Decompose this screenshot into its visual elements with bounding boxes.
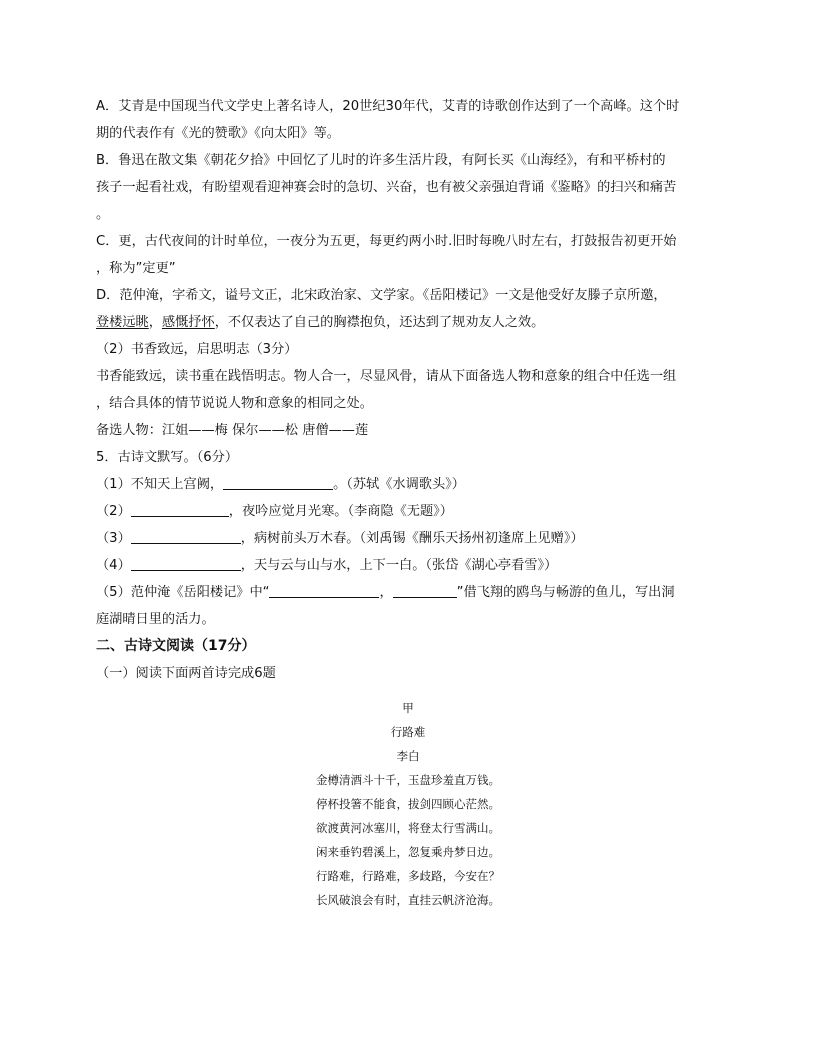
q2-candidates: 备选人物：江姐——梅 保尔——松 唐僧——莲 bbox=[96, 423, 369, 438]
option-b-line-2: 孩子一起看社戏，有盼望观看迎神赛会时的急切、兴奋，也有被父亲强迫背诵《鉴略》的扫兴和痛苦 bbox=[96, 180, 677, 195]
poem-line-4: 闲来垂钓碧溪上，忽复乘舟梦日边。 bbox=[316, 845, 500, 859]
poem-block bbox=[0, 696, 816, 912]
q5-item-5-prefix: （5）范仲淹《岳阳楼记》中“ bbox=[96, 585, 270, 600]
q5-item-1 bbox=[96, 471, 722, 498]
fill-blank[interactable] bbox=[393, 583, 457, 598]
option-d-line-2-rest: ，不仅表达了自己的胸襟抱负，还达到了规劝友人之效。 bbox=[214, 315, 545, 330]
poem-line-6: 长风破浪会有时，直挂云帆济沧海。 bbox=[316, 893, 500, 907]
q2-title: （2）书香致远，启思明志（3分） bbox=[96, 342, 298, 357]
question-content bbox=[96, 93, 722, 687]
q5-item-3 bbox=[96, 525, 722, 552]
q5-item-5-continued: 庭湖晴日里的活力。 bbox=[96, 612, 215, 627]
fill-blank[interactable] bbox=[223, 475, 333, 490]
fill-blank[interactable] bbox=[131, 502, 229, 517]
poem-title: 行路难 bbox=[390, 725, 426, 739]
option-c-line-2: ，称为”定更” bbox=[96, 261, 176, 276]
q5-item-2 bbox=[96, 498, 722, 525]
option-b-line-1: B．鲁迅在散文集《朝花夕拾》中回忆了儿时的许多生活片段，有阿长买《山海经》，有和平桥村的 bbox=[96, 153, 666, 168]
q5-item-5-separator: ， bbox=[379, 585, 393, 600]
q5-item-5 bbox=[96, 579, 722, 606]
q5-item-2-suffix: ，夜吟应觉月光寒。（李商隐《无题》） bbox=[228, 504, 453, 519]
poem-label: 甲 bbox=[402, 701, 414, 715]
option-a-line-2: 期的代表作有《光的赞歌》《向太阳》等。 bbox=[96, 126, 340, 141]
q5-item-1-suffix: 。（苏轼《水调歌头》） bbox=[333, 477, 465, 492]
q5-item-1-prefix: （1）不知天上宫阙， bbox=[96, 477, 224, 492]
poem-line-1: 金樽清酒斗十千，玉盘珍羞直万钱。 bbox=[316, 773, 500, 787]
section-2-subheading: （一）阅读下面两首诗完成6题 bbox=[96, 666, 276, 681]
option-c-line-1: C．更，古代夜间的计时单位，一夜分为五更，每更约两小时.旧时每晚八时左右，打鼓报告初更开始 bbox=[96, 234, 677, 249]
q2-paragraph-1: 书香能致远，读书重在践悟明志。物人合一，尽显风骨，请从下面备选人物和意象的组合中任选一组 bbox=[96, 369, 677, 384]
separator: ， bbox=[148, 315, 162, 330]
poem-author: 李白 bbox=[396, 749, 420, 763]
underlined-phrase-2: 感慨抒怀 bbox=[161, 315, 215, 330]
option-b-line-3: 。 bbox=[96, 207, 110, 222]
fill-blank[interactable] bbox=[269, 583, 379, 598]
option-a-line-1: A．艾青是中国现当代文学史上著名诗人，20世纪30年代，艾青的诗歌创作达到了一个高峰。这个时 bbox=[96, 99, 680, 114]
option-d-line-1: D．范仲淹，字希文，谥号文正，北宋政治家、文学家。《岳阳楼记》一文是他受好友滕子京所邀， bbox=[96, 288, 667, 303]
option-d-line-2 bbox=[96, 309, 722, 336]
q5-item-3-prefix: （3） bbox=[96, 531, 131, 546]
section-2-heading: 二、古诗文阅读（17分） bbox=[96, 638, 256, 654]
underlined-phrase-1: 登楼远眺 bbox=[96, 315, 149, 330]
q5-item-5-suffix: ”借飞翔的鸥鸟与畅游的鱼儿，写出洞 bbox=[456, 585, 675, 600]
q5-item-4 bbox=[96, 552, 722, 579]
poem-line-2: 停杯投箸不能食，拔剑四顾心茫然。 bbox=[316, 797, 500, 811]
q5-title: 5．古诗文默写。（6分） bbox=[96, 450, 239, 465]
fill-blank[interactable] bbox=[131, 556, 241, 571]
poem-line-3: 欲渡黄河冰塞川，将登太行雪满山。 bbox=[316, 821, 500, 835]
q5-item-4-suffix: ，天与云与山与水，上下一白。（张岱《湖心亭看雪》） bbox=[240, 558, 558, 573]
fill-blank[interactable] bbox=[131, 529, 241, 544]
q5-item-3-suffix: ，病树前头万木春。（刘禹锡《酬乐天扬州初逢席上见赠》） bbox=[240, 531, 584, 546]
q2-paragraph-2: ，结合具体的情节说说人物和意象的相同之处。 bbox=[96, 396, 373, 411]
poem-line-5: 行路难，行路难，多歧路，今安在？ bbox=[316, 869, 500, 883]
q5-item-2-prefix: （2） bbox=[96, 504, 131, 519]
q5-item-4-prefix: （4） bbox=[96, 558, 131, 573]
